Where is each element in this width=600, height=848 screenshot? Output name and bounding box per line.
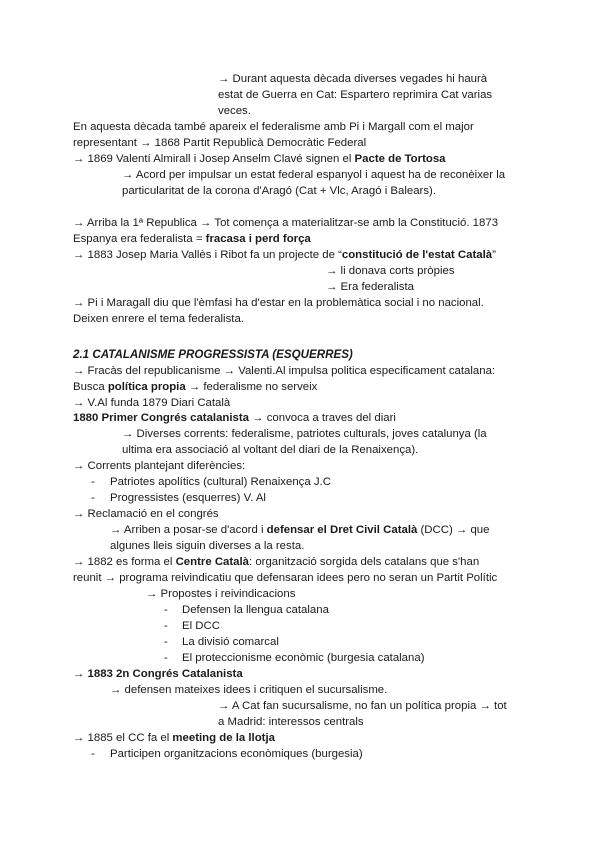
text-line: estat de Guerra en Cat: Espartero reprimira Cat varias <box>218 89 493 101</box>
bullet-dash: - <box>164 620 168 632</box>
text-line: → li donava corts pròpies <box>326 265 455 277</box>
text-line: → Era federalista <box>326 281 414 293</box>
text-line: algunes lleis siguin diverses a la resta. <box>110 540 305 552</box>
bullet-dash: - <box>164 636 168 648</box>
text-line: → Pi i Maragall diu que l'èmfasi ha d'estar en la problemàtica social i no nacional. <box>73 297 484 309</box>
list-item: Patriotes apolítics (cultural) Renaixença J.C <box>110 476 331 488</box>
text-line: reunit → programa reivindicatiu que defensaran idees pero no seran un Partit Polític <box>73 572 498 584</box>
list-item: El proteccionisme econòmic (burgesia catalana) <box>182 652 425 664</box>
text-line: → 1869 Valentí Almirall i Josep Anselm Clavé signen el Pacte de Tortosa <box>73 153 446 165</box>
text-line: → Durant aquesta dècada diverses vegades hi haurà <box>218 73 488 85</box>
text-line: → Reclamació en el congrés <box>73 508 219 520</box>
text-line: → 1882 es forma el Centre Català: organització sorgida dels catalans que s'han <box>73 556 480 568</box>
text-line: → 1883 2n Congrés Catalanista <box>73 668 243 680</box>
text-line: Espanya era federalista = fracasa i perd força <box>73 233 311 245</box>
text-line: En aquesta dècada també apareix el federalisme amb Pi i Margall com el major <box>73 121 474 133</box>
text-line: veces. <box>218 105 251 117</box>
text-line: → Arriba la 1ª Republica → Tot comença a materialitzar-se amb la Constitució. 1873 <box>73 217 499 229</box>
text-line: particularitat de la corona d'Aragó (Cat + Vlc, Aragó i Balears). <box>122 185 436 197</box>
text-line: → Corrents plantejant diferències: <box>73 460 246 472</box>
text-line: → Acord per impulsar un estat federal espanyol i aquest ha de reconèixer la <box>122 169 506 181</box>
section-heading: 2.1 CATALANISME PROGRESSISTA (ESQUERRES) <box>73 348 353 361</box>
text-line: → Arriben a posar-se d'acord i defensar el Dret Civil Català (DCC) → que <box>110 524 490 536</box>
text-line: → 1885 el CC fa el meeting de la llotja <box>73 732 275 744</box>
bullet-dash: - <box>91 748 95 760</box>
text-line: Deixen enrere el tema federalista. <box>73 313 244 325</box>
text-line: → Fracàs del republicanisme → Valenti.Al impulsa politica especificament catalana: <box>73 365 496 377</box>
list-item: Defensen la llengua catalana <box>182 604 329 616</box>
text-line: → 1883 Josep Maria Vallès i Ribot fa un projecte de “constitució de l'estat Català” <box>73 249 496 261</box>
text-line: ultima era associació al voltant del diari de la Renaixença). <box>122 444 419 456</box>
text-line: → A Cat fan sucursalisme, no fan un política propia → tot <box>218 700 507 712</box>
bullet-dash: - <box>91 492 95 504</box>
text-line: → Diverses corrents: federalisme, patriotes culturals, joves catalunya (la <box>122 428 487 440</box>
text-line: → Propostes i reivindicacions <box>146 588 296 600</box>
bullet-dash: - <box>164 604 168 616</box>
text-line: → defensen mateixes idees i critiquen el sucursalisme. <box>110 684 388 696</box>
list-item: Progressistes (esquerres) V. Al <box>110 492 266 504</box>
text-line: a Madrid: interessos centrals <box>218 716 364 728</box>
list-item: Participen organitzacions econòmiques (burgesia) <box>110 748 363 760</box>
text-line: representant → 1868 Partit Republicà Democràtic Federal <box>73 137 367 149</box>
list-item: El DCC <box>182 620 220 632</box>
list-item: La divisió comarcal <box>182 636 279 648</box>
text-line: Busca política propia → federalisme no serveix <box>73 381 318 393</box>
bullet-dash: - <box>164 652 168 664</box>
text-line: 1880 Primer Congrés catalanista → convoca a traves del diari <box>73 412 396 424</box>
bullet-dash: - <box>91 476 95 488</box>
text-line: → V.Al funda 1879 Diari Català <box>73 397 231 409</box>
